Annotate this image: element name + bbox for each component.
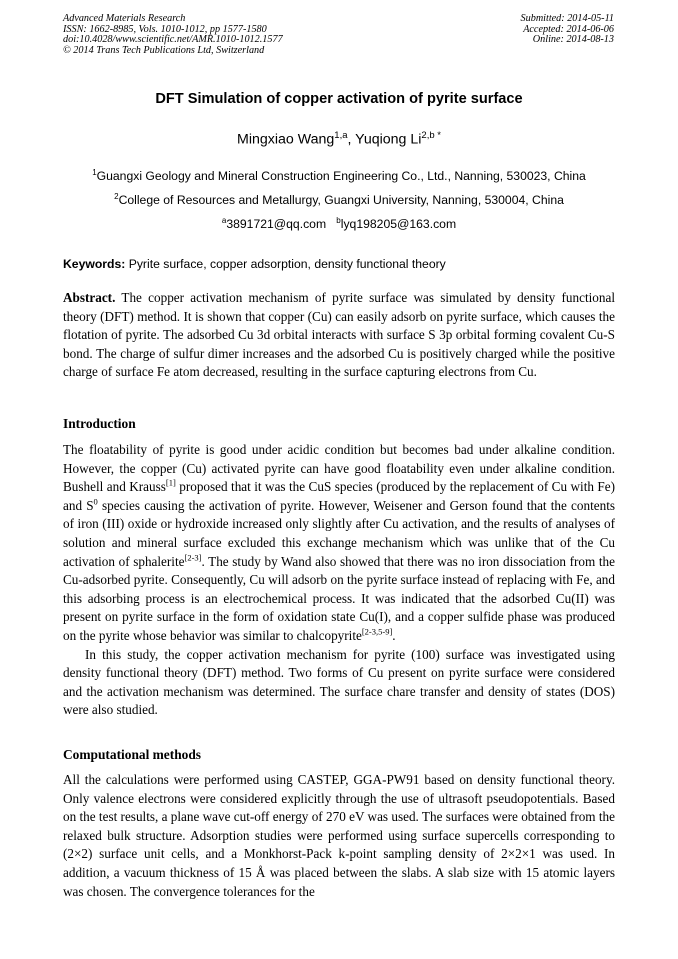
author-list (0, 130, 678, 148)
introduction-paragraph-1 (63, 441, 615, 646)
intro-text-d: . The study by Wand also showed that there was no iron dissociation from the Cu-adsorbed pyrite. Consequently, Cu will adsorb on the pyrite surface instead of replacing with Fe, and this adsorbing process is an electrochemical process. It was indicated that the adsorbed Cu(II) was present on pyrite surface in the form of oxidation state Cu(I), and a copper sulfide phase was produced on the pyrite whose behavior was similar to chalcopyrite (63, 553, 615, 643)
affiliation-1-sup: 1 (92, 168, 97, 177)
accepted-date: Accepted: 2014-06-06 (523, 23, 614, 35)
introduction-body (63, 441, 615, 720)
affiliation-2 (0, 192, 678, 207)
author-2-sup: 2,b * (421, 130, 441, 141)
journal-issn: ISSN: 1662-8985, Vols. 1010-1012, pp 1577-1580 (63, 23, 267, 35)
email-b: lyq198205@163.com (340, 217, 457, 232)
author-emails (0, 216, 678, 231)
introduction-heading: Introduction (63, 416, 136, 431)
superscript-zero: 0 (93, 496, 98, 507)
email-a-sup: a (221, 216, 227, 225)
author-1-name: Mingxiao Wang (237, 131, 335, 148)
methods-paragraph: All the calculations were performed using CASTEP, GGA-PW91 based on density functional theory. Only valence electrons were considered explicitly through the use of ultrasoft pseudopotentials. Based on the test results, a plane wave cut-off energy of 270 eV was used. The surfaces were obtained from the relaxed bulk structure. Adsorption studies were performed using surface supercells corresponding to (2×2) surface unit cells, and a Monkhorst-Pack k-point sampling density of 2×2×1 was used. In addition, a vacuum thickness of 15 Å was placed between the slabs. A slab size with 15 atomic layers was chosen. The convergence tolerances for the (63, 772, 615, 899)
journal-doi: doi:10.4028/www.scientific.net/AMR.1010-1012.1577 (63, 34, 283, 46)
email-b-sup: b (336, 216, 341, 225)
methods-heading: Computational methods (63, 747, 202, 762)
journal-info (63, 14, 283, 56)
affiliation-1-text: Guangxi Geology and Mineral Construction Engineering Co., Ltd., Nanning, 530023, China (96, 169, 586, 184)
citation-ref-2: [2-3] (184, 552, 202, 563)
submitted-date: Submitted: 2014-05-11 (520, 13, 614, 24)
online-date: Online: 2014-08-13 (532, 34, 614, 46)
affiliation-2-text: College of Resources and Metallurgy, Guangxi University, Nanning, 530004, China (118, 193, 564, 208)
keywords-label: Keywords: (63, 257, 126, 271)
journal-copyright: © 2014 Trans Tech Publications Ltd, Switzerland (63, 44, 265, 56)
affiliation-1 (0, 168, 678, 183)
intro-text-e: . (392, 627, 396, 643)
intro-text-c: species causing the activation of pyrite. However, Weisener and Gerson found that the contents of iron (III) oxide or hydroxide increased only slightly after Cu activation, and the results of analyses of solution and mineral surface excluded this exchange mechanism which was unlike that of the Cu activation of sphalerite (63, 497, 615, 569)
methods-body (63, 771, 615, 901)
paper-title: DFT Simulation of copper activation of pyrite surface (155, 91, 523, 107)
author-separator: , (347, 131, 356, 148)
author-2-name: Yuqiong Li (355, 131, 422, 148)
abstract-label: Abstract. (63, 290, 116, 305)
publication-dates (521, 14, 614, 46)
abstract (63, 289, 615, 382)
intro-text-a: The floatability of pyrite is good under acidic condition but becomes bad under alkaline condition. However, the copper (Cu) activated pyrite can have good floatability even under alkaline condition. Bushell and Krauss (63, 442, 615, 495)
affiliation-2-sup: 2 (114, 192, 119, 201)
citation-ref-3: [2-3,5-9] (361, 626, 393, 637)
email-a: 3891721@qq.com (226, 217, 327, 232)
keywords-text: Pyrite surface, copper adsorption, density functional theory (125, 257, 446, 271)
keywords (63, 257, 615, 271)
author-1-sup: 1,a (334, 130, 348, 141)
intro-text-b: proposed that it was the CuS species (produced by the replacement of Cu with Fe) and S (63, 479, 615, 513)
citation-ref-1: [1] (165, 477, 176, 488)
abstract-text: The copper activation mechanism of pyrite surface was simulated by density functional theory (DFT) method. It is shown that copper (Cu) can easily adsorb on pyrite surface, which causes the flotation of pyrite. The adsorbed Cu 3d orbital interacts with surface S 3p orbital forming covalent Cu-S bond. The charge of sulfur dimer increases and the adsorbed Cu is positively charged while the positive charge of surface Fe atom decreased, resulting in the surface capturing electrons from Cu. (63, 290, 615, 380)
introduction-paragraph-2: In this study, the copper activation mechanism for pyrite (100) surface was investigated using density functional theory (DFT) method. Two forms of Cu present on pyrite surface were considered and the activation mechanism was determined. The surface chare transfer and density of states (DOS) were also studied. (63, 646, 615, 718)
journal-name: Advanced Materials Research (63, 13, 186, 24)
